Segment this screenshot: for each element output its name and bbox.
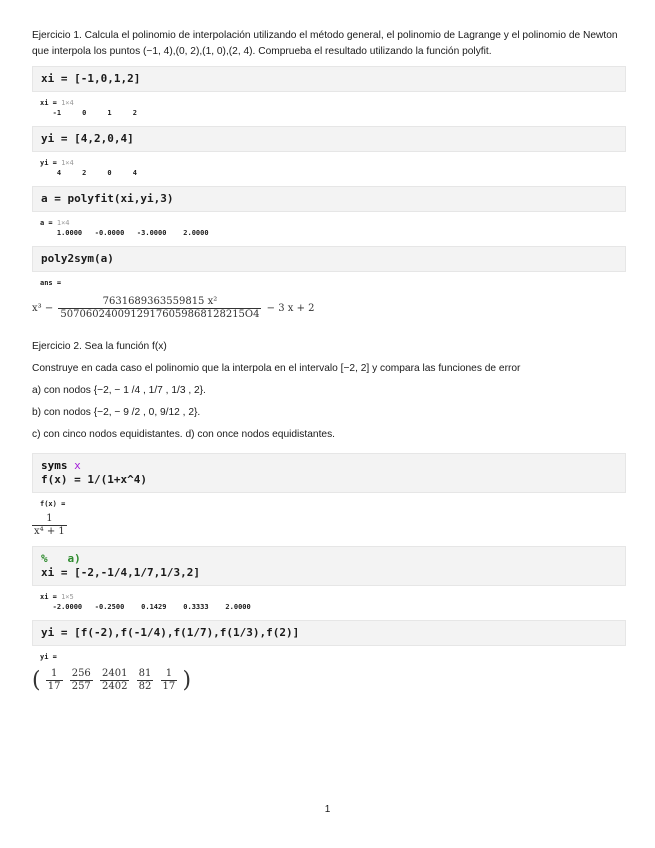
yi-numerator: 1 <box>46 668 63 681</box>
yi-numerator: 256 <box>71 668 91 679</box>
page-number: 1 <box>324 804 331 815</box>
exercise-2-title: Ejercicio 2. Sea la función f(x) <box>32 341 167 352</box>
yi-fraction <box>137 668 154 693</box>
yi-fraction <box>46 668 63 693</box>
code-line: xi = [-2,-1/4,1/7,1/3,2] <box>41 566 200 579</box>
poly-fraction <box>58 296 261 321</box>
yi-denominator: 82 <box>138 681 152 692</box>
yi-numerator: 2401 <box>101 668 128 679</box>
yi-denominator: 17 <box>47 681 61 692</box>
exercise-2-part-a: a) con nodos {−2, − 1 /4 , 1/7 , 1/3 , 2}. <box>32 385 206 396</box>
syms-keyword: syms <box>41 459 68 472</box>
output-label: xi = <box>40 99 57 107</box>
output-label: a = <box>40 219 53 227</box>
poly-numerator: 7631689363559815 x² <box>58 296 261 309</box>
output-ans <box>40 278 626 288</box>
code-cell-xi-a[interactable] <box>32 546 626 586</box>
output-xi <box>40 98 626 118</box>
code-comment: % a) <box>41 552 81 565</box>
output-label: yi = <box>40 159 57 167</box>
code-cell-polyfit[interactable]: a = polyfit(xi,yi,3) <box>32 186 626 212</box>
yi-denominator: 257 <box>71 681 91 692</box>
exercise-2-part-c: c) con cinco nodos equidistantes. d) con once nodos equidistantes. <box>32 429 335 440</box>
poly-expression <box>32 296 626 321</box>
output-dim: 1×5 <box>61 593 74 601</box>
fx-numerator: 1 <box>32 513 67 526</box>
output-values: 1.0000 -0.0000 -3.0000 2.0000 <box>40 229 209 237</box>
fx-expression <box>32 513 626 538</box>
fx-denominator: x⁴ + 1 <box>34 526 65 537</box>
output-a <box>40 218 626 238</box>
output-xi-a <box>40 592 626 612</box>
exercise-2-intro: Construye en cada caso el polinomio que la interpola en el intervalo [−2, 2] y compara las funciones de error <box>32 363 521 374</box>
output-yi <box>40 158 626 178</box>
output-label: ans = <box>40 279 62 287</box>
poly-tail: − 3 x + 2 <box>266 303 315 314</box>
exercise-2-part-b: b) con nodos {−2, − 9 /2 , 0, 9/12 , 2}. <box>32 407 201 418</box>
yi-fraction <box>100 668 129 693</box>
poly-lead: x³ − <box>32 303 54 314</box>
output-values: 4 2 0 4 <box>40 169 137 177</box>
poly-denominator: 50706024009129176059868128215O4 <box>60 309 260 320</box>
syms-variable: x <box>74 459 81 472</box>
code-cell-syms[interactable] <box>32 453 626 493</box>
function-definition: f(x) = 1/(1+x^4) <box>41 473 147 486</box>
exercise-1-statement: Ejercicio 1. Calcula el polinomio de interpolación utilizando el método general, el polinomio de Lagrange y el polinomio de Newton que interpola los puntos (−1, 4),(0, 2),(1, 0),(2, 4). Comprueba el resultado utilizando la función polyfit. <box>32 30 618 57</box>
document-page <box>32 28 626 693</box>
output-values: -2.0000 -0.2500 0.1429 0.3333 2.0000 <box>40 603 251 611</box>
yi-fraction <box>70 668 93 693</box>
code-cell-poly2sym[interactable]: poly2sym(a) <box>32 246 626 272</box>
yi-denominator: 2402 <box>101 681 128 692</box>
output-dim: 1×4 <box>56 219 70 227</box>
output-label: yi = <box>40 653 57 661</box>
left-paren: ( <box>32 668 41 693</box>
output-label: f(x) = <box>40 500 66 508</box>
yi-vector <box>32 668 626 693</box>
fx-fraction <box>32 513 67 538</box>
code-cell-xi[interactable]: xi = [-1,0,1,2] <box>32 66 626 92</box>
right-paren: ) <box>182 668 192 693</box>
code-cell-yi-a[interactable]: yi = [f(-2),f(-1/4),f(1/7),f(1/3),f(2)] <box>32 620 626 646</box>
yi-fraction <box>161 668 178 693</box>
output-fx <box>40 499 626 509</box>
output-dim: 1×4 <box>61 99 74 107</box>
yi-denominator: 17 <box>162 681 176 692</box>
code-cell-yi[interactable]: yi = [4,2,0,4] <box>32 126 626 152</box>
yi-numerator: 1 <box>161 668 178 681</box>
output-yi-a <box>40 652 626 662</box>
output-dim: 1×4 <box>61 159 74 167</box>
output-label: xi = <box>40 593 57 601</box>
output-values: -1 0 1 2 <box>40 109 137 117</box>
yi-numerator: 81 <box>138 668 152 679</box>
